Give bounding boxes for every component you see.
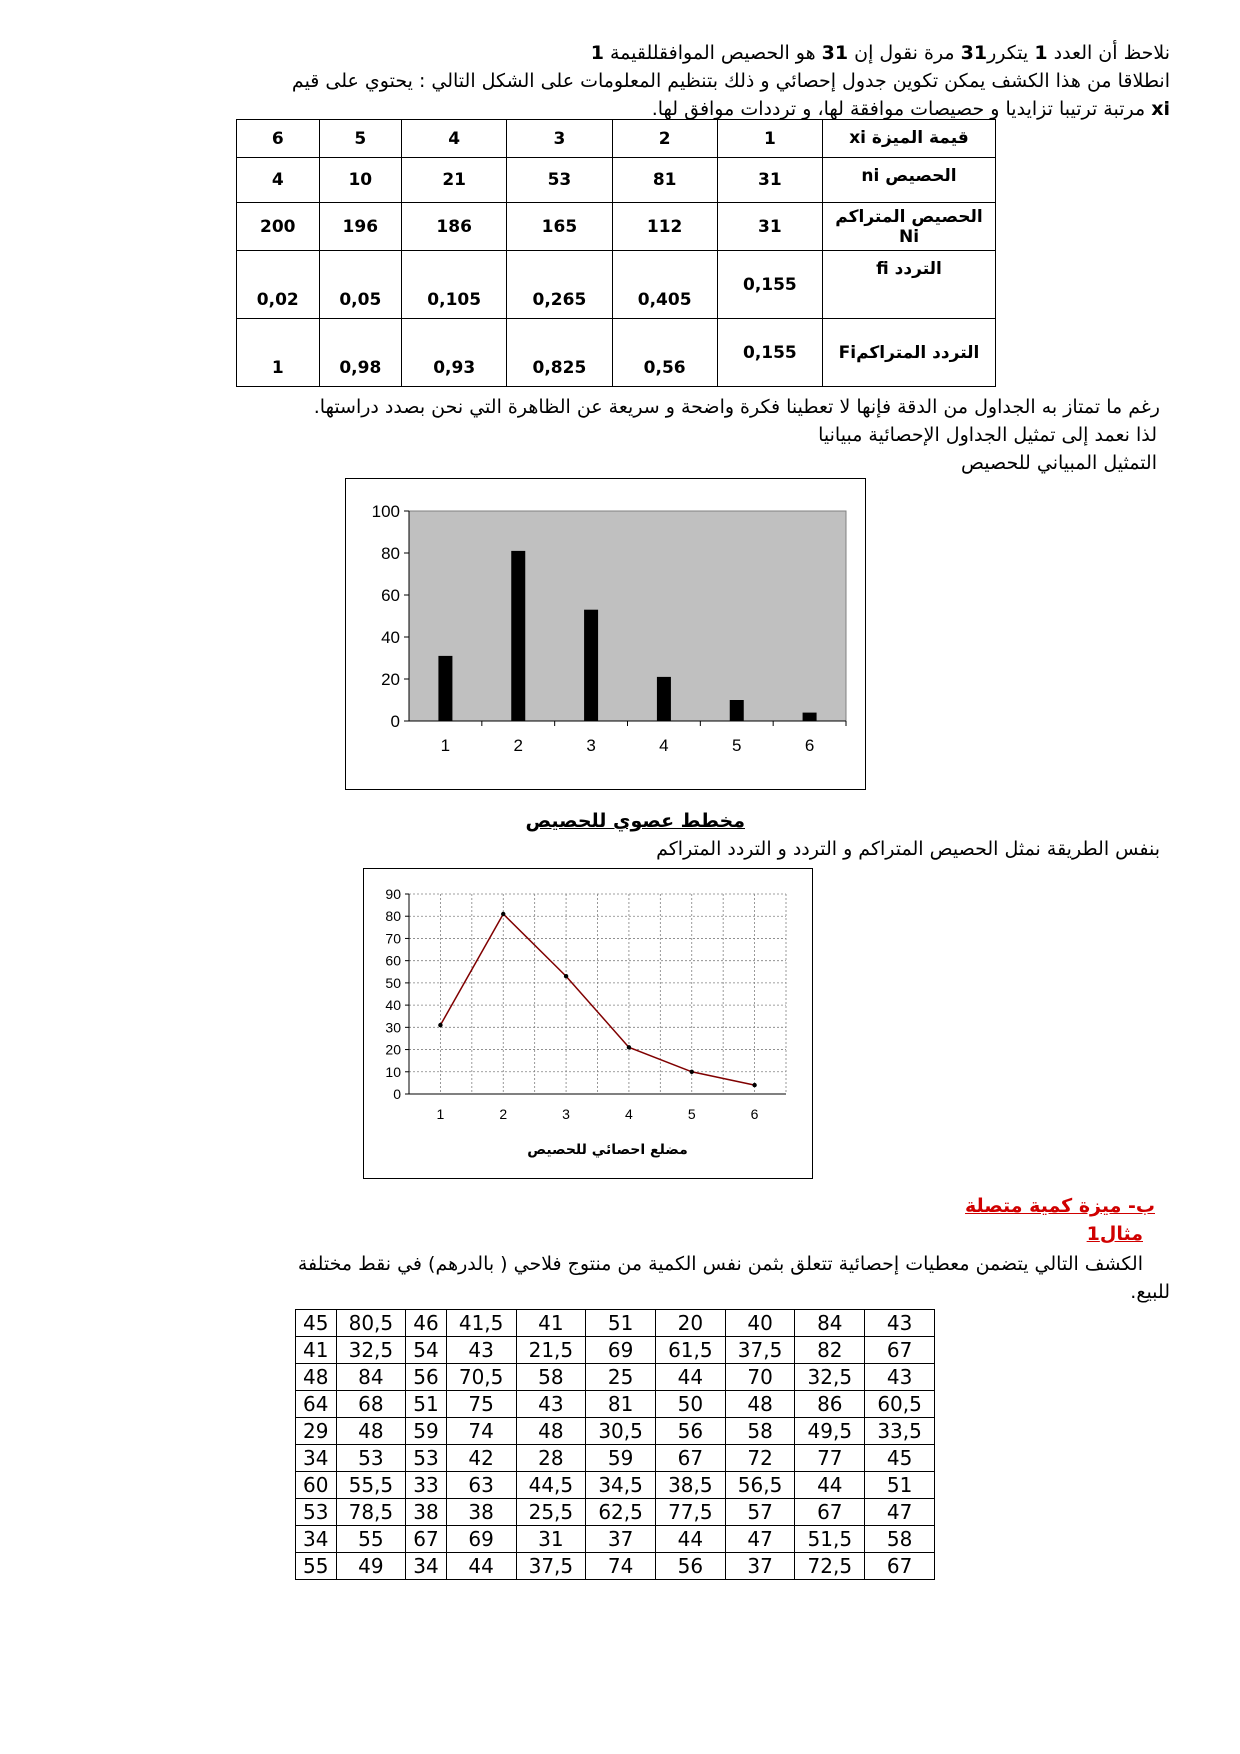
y-tick-label: 100: [371, 502, 400, 521]
table-row: [296, 1445, 935, 1472]
table-row: [296, 1499, 935, 1526]
table-row: [296, 1526, 935, 1553]
y-tick-label: 40: [381, 628, 400, 647]
table-cell: 37,5: [516, 1553, 586, 1580]
table-cell: 43: [865, 1310, 935, 1337]
y-tick-label: 40: [385, 997, 401, 1014]
cell: 1: [237, 319, 320, 387]
cell: 2: [612, 120, 717, 158]
table-cell: 68: [336, 1391, 406, 1418]
table-cell: 56: [655, 1553, 725, 1580]
line-chart-svg: [364, 869, 812, 1178]
table-cell: 44,5: [516, 1472, 586, 1499]
section-heading: ب- ميزة كمية متصلة: [965, 1195, 1155, 1217]
table-cell: 41: [296, 1337, 337, 1364]
table-row: [296, 1472, 935, 1499]
row-fi: [237, 251, 996, 319]
table-cell: 53: [336, 1445, 406, 1472]
cell: 81: [612, 158, 717, 203]
table-cell: 49: [336, 1553, 406, 1580]
table-cell: 42: [446, 1445, 516, 1472]
table-cell: 34: [406, 1553, 447, 1580]
x-tick-label: 6: [750, 1106, 759, 1122]
x-axis-label: مضلع احصائي للحصيص: [527, 1142, 688, 1158]
header-Fi: التردد المتراكمFi: [823, 319, 996, 387]
table-cell: 32,5: [795, 1364, 865, 1391]
y-tick-label: 30: [385, 1019, 401, 1036]
table-cell: 55: [336, 1526, 406, 1553]
table-cell: 37: [586, 1526, 656, 1553]
table-cell: 63: [446, 1472, 516, 1499]
table-cell: 49,5: [795, 1418, 865, 1445]
table-cell: 37: [725, 1553, 795, 1580]
cell: 0,405: [612, 251, 717, 319]
y-tick-label: 0: [390, 712, 400, 731]
table-cell: 59: [586, 1445, 656, 1472]
table-cell: 48: [296, 1364, 337, 1391]
table-cell: 43: [516, 1391, 586, 1418]
bar: [584, 610, 598, 721]
table-cell: 70: [725, 1364, 795, 1391]
x-tick-label: 1: [440, 736, 451, 755]
cell: 31: [717, 158, 822, 203]
table-cell: 67: [406, 1526, 447, 1553]
cell: 6: [237, 120, 320, 158]
table-cell: 67: [865, 1337, 935, 1364]
table-row: [296, 1364, 935, 1391]
table-cell: 29: [296, 1418, 337, 1445]
table-cell: 30,5: [586, 1418, 656, 1445]
header-fi: التردد fi: [823, 251, 996, 319]
cell: 21: [402, 158, 507, 203]
table-cell: 61,5: [655, 1337, 725, 1364]
table-cell: 45: [865, 1445, 935, 1472]
cell: 0,05: [319, 251, 402, 319]
table-cell: 44: [446, 1553, 516, 1580]
table-cell: 25,5: [516, 1499, 586, 1526]
line-chart: [363, 868, 813, 1179]
table-row: [296, 1553, 935, 1580]
cell: 0,265: [507, 251, 612, 319]
table-cell: 31: [516, 1526, 586, 1553]
table-cell: 62,5: [586, 1499, 656, 1526]
data-point: [438, 1023, 442, 1027]
x-tick-label: 5: [732, 736, 742, 755]
table-cell: 67: [865, 1553, 935, 1580]
table-cell: 44: [655, 1364, 725, 1391]
table-cell: 46: [406, 1310, 447, 1337]
table-cell: 64: [296, 1391, 337, 1418]
table-cell: 58: [516, 1364, 586, 1391]
x-tick-label: 1: [436, 1106, 445, 1122]
x-tick-label: 2: [513, 736, 523, 755]
y-tick-label: 80: [385, 908, 401, 925]
y-tick-label: 80: [381, 544, 400, 563]
table-cell: 53: [406, 1445, 447, 1472]
bar: [803, 713, 817, 721]
table-cell: 67: [655, 1445, 725, 1472]
row-Ni: [237, 203, 996, 251]
cell: 186: [402, 203, 507, 251]
table-cell: 82: [795, 1337, 865, 1364]
table-cell: 51: [586, 1310, 656, 1337]
table-cell: 77,5: [655, 1499, 725, 1526]
y-tick-label: 20: [385, 1041, 401, 1058]
section-text-1: الكشف التالي يتضمن معطيات إحصائية تتعلق بثمن نفس الكمية من منتوج فلاحي ( بالدرهم) في نقط مختلفة: [297, 1253, 1143, 1275]
bar-chart-title: مخطط عصوي للحصيص: [525, 810, 745, 832]
table-cell: 32,5: [336, 1337, 406, 1364]
table-cell: 38,5: [655, 1472, 725, 1499]
bar: [730, 700, 744, 721]
row-ni: [237, 158, 996, 203]
data-point: [627, 1045, 631, 1049]
table-row: [296, 1418, 935, 1445]
table-cell: 56,5: [725, 1472, 795, 1499]
table-cell: 58: [865, 1526, 935, 1553]
table-cell: 43: [446, 1337, 516, 1364]
y-tick-label: 60: [385, 952, 401, 969]
header-Ni: الحصيص المتراكم Ni: [823, 203, 996, 251]
table-cell: 80,5: [336, 1310, 406, 1337]
table-cell: 33,5: [865, 1418, 935, 1445]
table-cell: 56: [406, 1364, 447, 1391]
table-cell: 70,5: [446, 1364, 516, 1391]
intro-line-3: xi مرتبة ترتيبا تزايديا و حصيصات موافقة لها، و ترددات موافق لها.: [651, 98, 1170, 120]
table-cell: 55: [296, 1553, 337, 1580]
table-cell: 28: [516, 1445, 586, 1472]
table-cell: 77: [795, 1445, 865, 1472]
x-tick-label: 4: [625, 1106, 633, 1122]
y-tick-label: 60: [381, 586, 400, 605]
cell: 31: [717, 203, 822, 251]
table-cell: 55,5: [336, 1472, 406, 1499]
table-cell: 20: [655, 1310, 725, 1337]
frequency-table: [236, 119, 996, 387]
table-cell: 45: [296, 1310, 337, 1337]
row-Fi: [237, 319, 996, 387]
table-cell: 48: [725, 1391, 795, 1418]
table-cell: 38: [406, 1499, 447, 1526]
table-cell: 51: [406, 1391, 447, 1418]
table-cell: 74: [586, 1553, 656, 1580]
table-cell: 69: [446, 1526, 516, 1553]
cell: 3: [507, 120, 612, 158]
table-cell: 57: [725, 1499, 795, 1526]
x-tick-label: 2: [499, 1106, 508, 1122]
cell: 0,93: [402, 319, 507, 387]
intro-line-2: انطلاقا من هذا الكشف يمكن تكوين جدول إحصائي و ذلك بتنظيم المعلومات على الشكل التالي : يحتوي على قيم: [291, 70, 1170, 92]
table-cell: 78,5: [336, 1499, 406, 1526]
table-cell: 51,5: [795, 1526, 865, 1553]
table-cell: 43: [865, 1364, 935, 1391]
table-cell: 21,5: [516, 1337, 586, 1364]
after-table-line-2: لذا نعمد إلى تمثيل الجداول الإحصائية مبيانيا: [818, 424, 1157, 446]
table-cell: 51: [865, 1472, 935, 1499]
header-xi: قيمة الميزة xi: [823, 120, 996, 158]
data-point: [690, 1070, 694, 1074]
after-table-line-1: رغم ما تمتاز به الجداول من الدقة فإنها لا تعطينا فكرة واضحة و سريعة عن الظاهرة التي نحن بصدد دراستها.: [313, 396, 1160, 418]
row-xi: [237, 120, 996, 158]
cell: 0,825: [507, 319, 612, 387]
header-ni: الحصيص ni: [823, 158, 996, 203]
data-point: [564, 974, 568, 978]
table-cell: 40: [725, 1310, 795, 1337]
cell: 4: [402, 120, 507, 158]
cell: 0,02: [237, 251, 320, 319]
data-point: [752, 1083, 756, 1087]
raw-data-table: [295, 1309, 935, 1580]
cell: 196: [319, 203, 402, 251]
table-cell: 54: [406, 1337, 447, 1364]
bar-chart: [345, 478, 866, 790]
table-cell: 81: [586, 1391, 656, 1418]
table-cell: 47: [725, 1526, 795, 1553]
table-cell: 69: [586, 1337, 656, 1364]
plot-area: [409, 511, 846, 721]
bar-chart-svg: [346, 479, 865, 789]
table-cell: 72: [725, 1445, 795, 1472]
after-table-line-3: التمثيل المبياني للحصيص: [961, 452, 1157, 474]
table-cell: 25: [586, 1364, 656, 1391]
x-tick-label: 3: [562, 1106, 570, 1122]
table-cell: 84: [795, 1310, 865, 1337]
cell: 165: [507, 203, 612, 251]
table-cell: 48: [516, 1418, 586, 1445]
y-tick-label: 90: [385, 886, 401, 902]
table-cell: 84: [336, 1364, 406, 1391]
y-tick-label: 50: [385, 974, 401, 991]
table-row: [296, 1310, 935, 1337]
cell: 10: [319, 158, 402, 203]
cell: 0,155: [717, 251, 822, 319]
table-cell: 67: [795, 1499, 865, 1526]
table-cell: 75: [446, 1391, 516, 1418]
table-cell: 50: [655, 1391, 725, 1418]
table-cell: 41: [516, 1310, 586, 1337]
table-cell: 59: [406, 1418, 447, 1445]
cell: 53: [507, 158, 612, 203]
table-cell: 34,5: [586, 1472, 656, 1499]
example-label: مثال1: [1086, 1223, 1143, 1245]
table-cell: 33: [406, 1472, 447, 1499]
table-cell: 44: [795, 1472, 865, 1499]
y-tick-label: 70: [385, 930, 401, 947]
cell: 112: [612, 203, 717, 251]
x-tick-label: 3: [586, 736, 596, 755]
table-cell: 60: [296, 1472, 337, 1499]
x-tick-label: 6: [804, 736, 815, 755]
cell: 0,105: [402, 251, 507, 319]
table-cell: 53: [296, 1499, 337, 1526]
table-cell: 34: [296, 1445, 337, 1472]
y-tick-label: 20: [381, 670, 400, 689]
table-cell: 86: [795, 1391, 865, 1418]
table-cell: 47: [865, 1499, 935, 1526]
cell: 0,98: [319, 319, 402, 387]
table-cell: 41,5: [446, 1310, 516, 1337]
table-row: [296, 1337, 935, 1364]
table-cell: 74: [446, 1418, 516, 1445]
bar: [438, 656, 452, 721]
table-cell: 38: [446, 1499, 516, 1526]
table-cell: 44: [655, 1526, 725, 1553]
bar: [657, 677, 671, 721]
section-text-2: للبيع.: [1130, 1281, 1170, 1303]
cell: 200: [237, 203, 320, 251]
table-cell: 56: [655, 1418, 725, 1445]
table-cell: 37,5: [725, 1337, 795, 1364]
cell: 0,155: [717, 319, 822, 387]
y-tick-label: 0: [393, 1086, 401, 1102]
cell: 4: [237, 158, 320, 203]
table-cell: 72,5: [795, 1553, 865, 1580]
table-cell: 60,5: [865, 1391, 935, 1418]
cell: 5: [319, 120, 402, 158]
x-tick-label: 4: [659, 736, 669, 755]
table-cell: 48: [336, 1418, 406, 1445]
bar: [511, 551, 525, 721]
cell: 1: [717, 120, 822, 158]
y-tick-label: 10: [385, 1063, 401, 1080]
cell: 0,56: [612, 319, 717, 387]
table-cell: 34: [296, 1526, 337, 1553]
between-charts-text: بنفس الطريقة نمثل الحصيص المتراكم و التردد و التردد المتراكم: [656, 838, 1160, 860]
table-cell: 58: [725, 1418, 795, 1445]
data-point: [501, 912, 505, 916]
intro-line-1: نلاحظ أن العدد 1 يتكرر31 مرة نقول إن 31 هو الحصيص الموافقللقيمة 1: [590, 42, 1170, 64]
x-tick-label: 5: [687, 1106, 696, 1122]
table-row: [296, 1391, 935, 1418]
